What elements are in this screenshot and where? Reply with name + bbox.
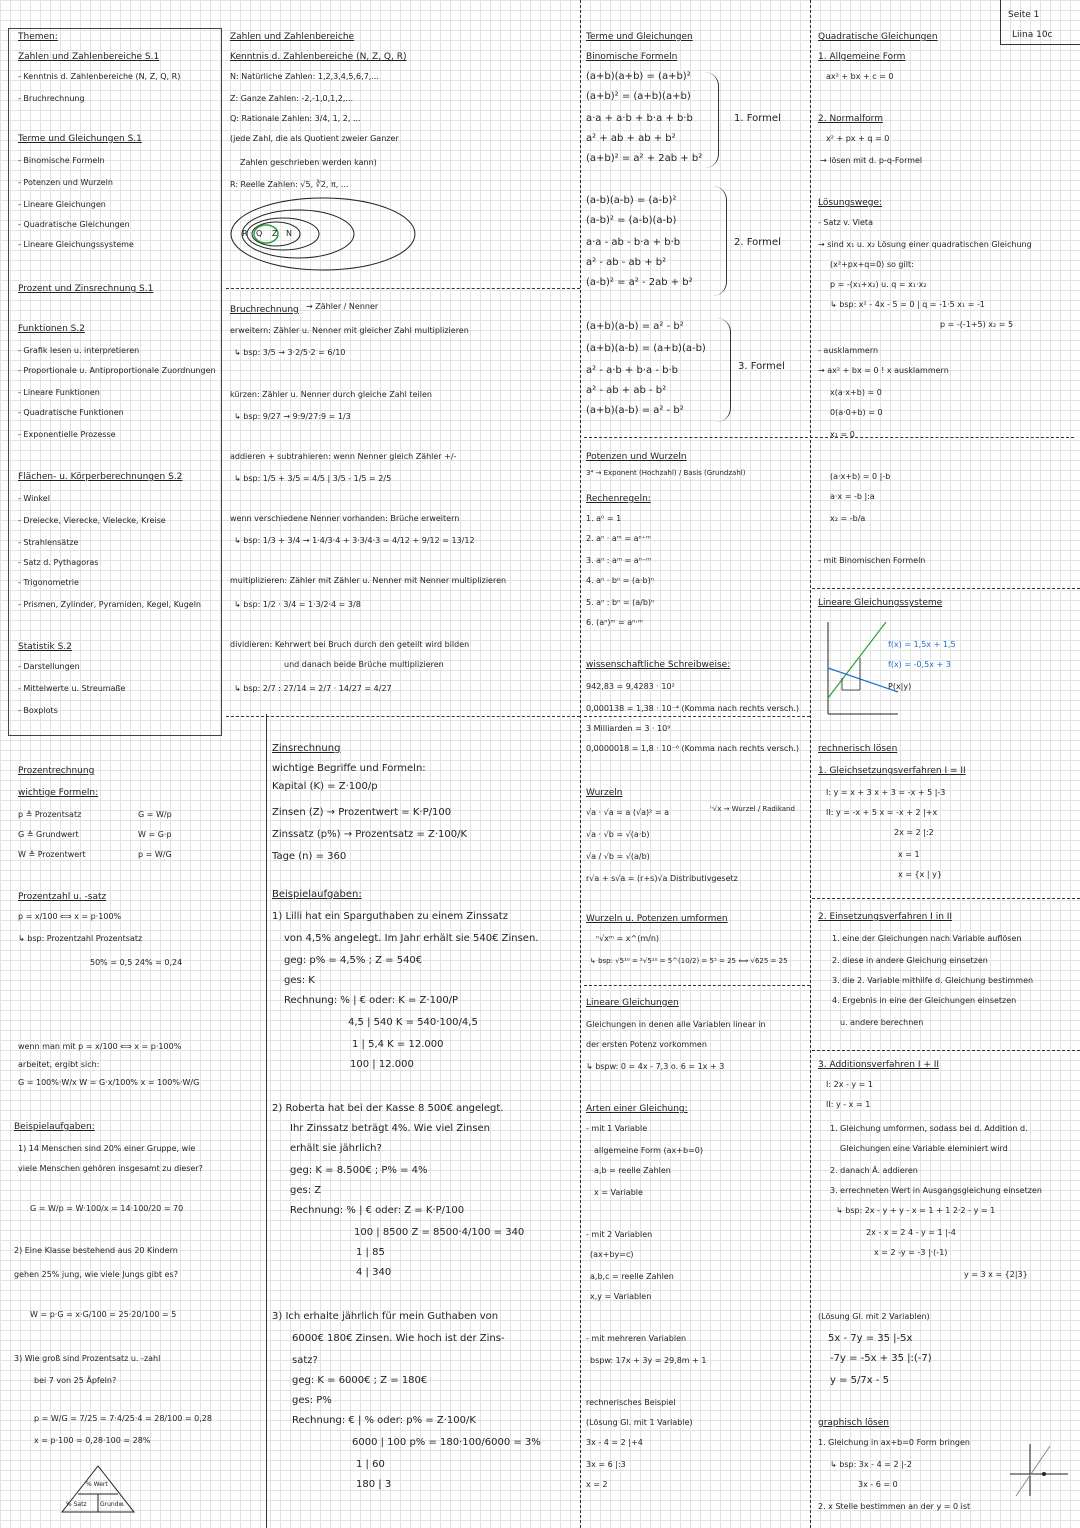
themes-heading: Terme und Gleichungen S.1	[18, 134, 142, 144]
lgs-line: Gleichungen eine Variable eleminiert wird	[840, 1144, 1008, 1153]
formula-line: (a-b)(a-b) = (a-b)²	[586, 195, 677, 206]
formula-label: 2. Formel	[734, 237, 781, 248]
quad-line: (a·x+b) = 0 |-b	[830, 472, 891, 481]
small-graph	[1006, 1440, 1072, 1500]
quad-line: → lösen mit d. p-q-Formel	[820, 156, 923, 165]
zins-example: geg: K = 8.500€ ; P% = 4%	[290, 1165, 428, 1176]
pot-note: 3⁴ → Exponent (Hochzahl) / Basis (Grundzahl)	[586, 469, 746, 477]
triangle-right: Grundw.	[100, 1501, 125, 1508]
quad-line: ax² + bx + c = 0	[826, 72, 894, 81]
themes-heading: Statistik S.2	[18, 642, 72, 652]
formula-line: a² - a·b + b·a - b·b	[586, 365, 678, 376]
divider	[812, 588, 1080, 589]
wurzel-line: √a · √b = √(a·b)	[586, 830, 650, 839]
zins-example: 6000 | 100 p% = 180·100/6000 = 3%	[352, 1437, 541, 1448]
lgs-line: 2. Einsetzungsverfahren I in II	[818, 912, 953, 922]
divider	[584, 437, 1074, 438]
zahlen-line: (jede Zahl, die als Quotient zweier Ganzer	[230, 134, 399, 143]
formula-line: (a+b)(a-b) = a² - b²	[586, 405, 684, 416]
prozent-example: p = W/G = 7/25 = 7·4/25·4 = 28/100 = 0,28	[34, 1414, 212, 1423]
set-label: R	[242, 229, 248, 238]
divider	[810, 0, 811, 1528]
quad-line: - ausklammern	[818, 346, 879, 355]
themes-item: - Dreiecke, Vierecke, Vielecke, Kreise	[18, 516, 166, 525]
set-label: N	[286, 229, 292, 238]
themes-heading: Funktionen S.2	[18, 324, 85, 334]
themes-item: - Bruchrechnung	[18, 94, 85, 103]
lgs-line: (Lösung Gl. mit 2 Variablen)	[818, 1312, 930, 1321]
themes-item: - Binomische Formeln	[18, 156, 105, 165]
lgs-line: 1. Gleichsetzungsverfahren I = II	[818, 766, 966, 776]
lgs-line: 2. diese in andere Gleichung einsetzen	[832, 956, 988, 965]
lgs-line: 1. Gleichung umformen, sodass bei d. Addition d.	[830, 1124, 1028, 1133]
prozent-line: arbeitet, ergibt sich:	[18, 1060, 100, 1069]
zins-example: Ihr Zinssatz beträgt 4%. Wie viel Zinsen	[290, 1123, 491, 1134]
prozent-title: Prozentrechnung	[18, 766, 95, 776]
prozent-example: 2) Eine Klasse bestehend aus 20 Kindern	[14, 1246, 178, 1255]
lgs-line: II: y = -x + 5 x = -x + 2 |+x	[826, 808, 938, 817]
arten-line: (ax+by=c)	[590, 1250, 634, 1259]
quad-line: 2. Normalform	[818, 114, 883, 124]
prozent-formula: p = W/G	[138, 850, 172, 859]
arten-line: bspw: 17x + 3y = 29,8m + 1	[590, 1356, 707, 1365]
divider	[584, 716, 810, 717]
sci-title: wissenschaftliche Schreibweise:	[586, 660, 731, 670]
formula-line: a² + ab + ab + b²	[586, 133, 676, 144]
divider	[580, 0, 581, 1528]
zahlen-line: N: Natürliche Zahlen: 1,2,3,4,5,6,7,...	[230, 72, 379, 81]
themes-item: - Potenzen und Wurzeln	[18, 178, 113, 187]
beispiel-title: rechnerisches Beispiel	[586, 1398, 676, 1407]
divider	[812, 1050, 1080, 1051]
zins-title: Zinsrechnung	[272, 743, 341, 754]
prozent-def: W ≙ Prozentwert	[18, 850, 86, 859]
themes-item: - Lineare Gleichungen	[18, 200, 106, 209]
zins-example: ges: Z	[290, 1185, 322, 1196]
wurzel-line: √a · √a = a (√a)² = a	[586, 808, 670, 817]
beispiel-line: x = 2	[586, 1480, 608, 1489]
themes-item: - Quadratische Funktionen	[18, 408, 124, 417]
prozent-example: gehen 25% jung, wie viele Jungs gibt es?	[14, 1270, 178, 1279]
zins-example: 4 | 340	[356, 1267, 392, 1278]
prozent-line: wenn man mit p = x/100 ⟺ x = p·100%	[18, 1042, 182, 1051]
author-label: Liina 10c	[1012, 30, 1053, 40]
beispiel-line: (Lösung Gl. mit 1 Variable)	[586, 1418, 693, 1427]
lgs-line: 1. Gleichung in ax+b=0 Form bringen	[818, 1438, 970, 1447]
bruch-line: ↳ bsp: 3/5 → 3·2/5·2 = 6/10	[234, 348, 346, 357]
lgs-line: 3. die 2. Variable mithilfe d. Gleichung bestimmen	[832, 976, 1034, 985]
divider	[266, 714, 267, 1528]
divider	[226, 716, 580, 717]
wurzel-title: Wurzeln	[586, 788, 623, 798]
zins-example: von 4,5% angelegt. Im Jahr erhält sie 540€ Zinsen.	[284, 933, 539, 944]
zins-example: ges: P%	[292, 1395, 332, 1406]
quad-line: ↳ bsp: x² - 4x - 5 = 0 | q = -1·5 x₁ = -1	[830, 300, 985, 309]
themes-item: - Darstellungen	[18, 662, 80, 671]
lin-line: der ersten Potenz vorkommen	[586, 1040, 707, 1049]
zahlen-title: Zahlen und Zahlenbereiche	[230, 32, 355, 42]
lgs-line: x = 2 -y = -3 |·(-1)	[874, 1248, 948, 1257]
terme-title: Terme und Gleichungen	[586, 32, 693, 42]
formula-line: (a-b)² = a² - 2ab + b²	[586, 277, 693, 288]
lgs-line: x = 1	[898, 850, 920, 859]
quad-line: - mit Binomischen Formeln	[818, 556, 926, 565]
bruch-note: → Zähler / Nenner	[306, 302, 379, 311]
sci-line: 942,83 = 9,4283 · 10²	[586, 682, 675, 691]
themes-item: - Lineare Gleichungssysteme	[18, 240, 134, 249]
themes-item: - Winkel	[18, 494, 50, 503]
formula-label: 1. Formel	[734, 113, 781, 124]
arten-line: allgemeine Form (ax+b=0)	[594, 1146, 703, 1155]
quad-line: x₁ = 0	[830, 430, 855, 439]
arten-line: - mit mehreren Variablen	[586, 1334, 687, 1343]
arten-line: x,y = Variablen	[590, 1292, 652, 1301]
header-box	[1000, 0, 1080, 45]
prozent-line: ↳ bsp: Prozentzahl Prozentsatz	[18, 934, 143, 943]
rule: 5. aⁿ : bⁿ = (a/b)ⁿ	[586, 598, 655, 607]
zins-example: geg: p% = 4,5% ; Z = 540€	[284, 955, 423, 966]
zins-example: 3) Ich erhalte jährlich für mein Guthaben von	[272, 1311, 499, 1322]
wurzel-line: √a / √b = √(a/b)	[586, 852, 650, 861]
zins-example: Rechnung: % | € oder: Z = K·P/100	[290, 1205, 465, 1216]
quad-line: p = -(x₁+x₂) u. q = x₁·x₂	[830, 280, 927, 289]
lgs-line: rechnerisch lösen	[818, 744, 898, 754]
formula-line: a² - ab + ab - b²	[586, 385, 667, 396]
quad-line: x(a·x+b) = 0	[830, 388, 882, 397]
quad-title: Quadratische Gleichungen	[818, 32, 938, 42]
bruch-line: wenn verschiedene Nenner vorhanden: Brüche erweitern	[230, 514, 460, 523]
themes-item: - Mittelwerte u. Streumaße	[18, 684, 126, 693]
brace	[700, 72, 719, 168]
lgs-line: -7y = -5x + 35 |:(-7)	[830, 1353, 932, 1364]
themes-item: - Strahlensätze	[18, 538, 79, 547]
quad-line: x² + px + q = 0	[826, 134, 890, 143]
umformen-line: ↳ bsp: √5¹⁰ = ²√5¹⁰ = 5^(10/2) = 5⁵ = 25 ⟺ √625 = 25	[590, 957, 788, 965]
themes-item: - Satz d. Pythagoras	[18, 558, 99, 567]
quad-line: 1. Allgemeine Form	[818, 52, 906, 62]
zahlen-line: Z: Ganze Zahlen: -2,-1,0,1,2,...	[230, 94, 354, 103]
prozent-example: viele Menschen gehören insgesamt zu dieser?	[18, 1164, 203, 1173]
lgs-line: x = {x | y}	[898, 870, 942, 879]
wurzel-note: ⁿ√x → Wurzel / Radikand	[710, 805, 795, 813]
quad-line: - Satz v. Vieta	[818, 218, 873, 227]
quad-line: x₂ = -b/a	[830, 514, 866, 523]
themes-item: - Grafik lesen u. interpretieren	[18, 346, 140, 355]
zins-example: 100 | 12.000	[350, 1059, 414, 1070]
lgs-line: 3. Additionsverfahren I + II	[818, 1060, 940, 1070]
bruch-line: ↳ bsp: 9/27 → 9:9/27:9 = 1/3	[234, 412, 351, 421]
zins-line: Zinsen (Z) → Prozentwert = K·P/100	[272, 807, 452, 818]
themes-item: - Prismen, Zylinder, Pyramiden, Kegel, Kugeln	[18, 600, 201, 609]
zins-example: 1 | 5,4 K = 12.000	[352, 1039, 444, 1050]
formula-line: (a+b)(a+b) = (a+b)²	[586, 71, 691, 82]
lgs-line: II: y - x = 1	[826, 1100, 871, 1109]
prozent-example: G = W/p = W·100/x = 14·100/20 = 70	[30, 1204, 184, 1213]
zins-line: wichtige Begriffe und Formeln:	[272, 763, 426, 774]
themes-item: - Boxplots	[18, 706, 58, 715]
zins-example: 1 | 60	[356, 1459, 385, 1470]
themes-item: - Kenntnis d. Zahlenbereiche (N, Z, Q, R)	[18, 72, 181, 81]
beispiel-line: 3x - 4 = 2 |+4	[586, 1438, 643, 1447]
zins-example: geg: K = 6000€ ; Z = 180€	[292, 1375, 428, 1386]
arten-line: x = Variable	[594, 1188, 643, 1197]
themes-item: - Exponentielle Prozesse	[18, 430, 116, 439]
themes-item: - Lineare Funktionen	[18, 388, 100, 397]
lgs-line: y = 3 x = {2|3}	[964, 1270, 1028, 1279]
umformen-line: ⁿ√xᵐ = x^(m/n)	[596, 934, 660, 943]
pot-title: Potenzen und Wurzeln	[586, 452, 687, 462]
formula-line: (a+b)(a-b) = a² - b²	[586, 321, 684, 332]
graph-label: P(x|y)	[888, 682, 912, 691]
quad-line: (x²+px+q=0) so gilt:	[830, 260, 914, 269]
prozent-line: Prozentzahl u. -satz	[18, 892, 107, 902]
lin-line: ↳ bspw: 0 = 4x - 7,3 o. 6 = 1x + 3	[586, 1062, 725, 1071]
bruch-title: Bruchrechnung	[230, 305, 299, 315]
zahlen-line: Zahlen geschrieben werden kann)	[240, 158, 377, 167]
quad-line: → ax² + bx = 0 ! x ausklammern	[818, 366, 949, 375]
graph-label: f(x) = -0,5x + 3	[888, 660, 951, 669]
bruch-line: kürzen: Zähler u. Nenner durch gleiche Zahl teilen	[230, 390, 432, 399]
lgs-line: 3. errechneten Wert in Ausgangsgleichung einsetzen	[830, 1186, 1042, 1195]
lgs-line: ↳ bsp: 3x - 4 = 2 |-2	[830, 1460, 912, 1469]
bruch-line: dividieren: Kehrwert bei Bruch durch den geteilt wird bilden	[230, 640, 470, 649]
quad-line: → sind x₁ u. x₂ Lösung einer quadratischen Gleichung	[818, 240, 1032, 249]
rule: 3. aⁿ : aᵐ = aⁿ⁻ᵐ	[586, 556, 652, 565]
beispiel-line: 3x = 6 |:3	[586, 1460, 626, 1469]
lgs-line: 5x - 7y = 35 |-5x	[828, 1333, 913, 1344]
prozent-line: p = x/100 ⟺ x = p·100%	[18, 912, 122, 921]
divider	[584, 985, 810, 986]
triangle-top: % Wert	[86, 1481, 108, 1488]
bruch-line: und danach beide Brüche multiplizieren	[284, 660, 444, 669]
brace	[708, 186, 727, 296]
wurzel-line: r√a + s√a = (r+s)√a Distributivgesetz	[586, 874, 738, 883]
zahlen-line: R: Reelle Zahlen: √5, ∛2, π, ...	[230, 180, 349, 189]
umformen-title: Wurzeln u. Potenzen umformen	[586, 914, 728, 924]
zins-example: ges: K	[284, 975, 315, 986]
set-label: Z	[272, 229, 278, 238]
prozent-example: W = p·G = x·G/100 = 25·20/100 = 5	[30, 1310, 177, 1319]
themes-heading: Flächen- u. Körperberechnungen S.2	[18, 472, 183, 482]
sci-line: 0,0000018 = 1,8 · 10⁻⁶ (Komma nach rechts versch.)	[586, 744, 800, 753]
rule: 2. aⁿ · aᵐ = aⁿ⁺ᵐ	[586, 534, 651, 543]
zins-example: 4,5 | 540 K = 540·100/4,5	[348, 1017, 478, 1028]
lgs-line: 3x - 6 = 0	[858, 1480, 898, 1489]
lin-title: Lineare Gleichungen	[586, 998, 679, 1008]
lgs-line: y = 5/7x - 5	[830, 1375, 889, 1386]
prozent-def: G ≙ Grundwert	[18, 830, 79, 839]
prozent-def: p ≙ Prozentsatz	[18, 810, 82, 819]
quad-line: 0(a·0+b) = 0	[830, 408, 883, 417]
lgs-line: u. andere berechnen	[840, 1018, 924, 1027]
quad-line: a·x = -b |:a	[830, 492, 875, 501]
zins-examples-title: Beispielaufgaben:	[272, 889, 362, 900]
lgs-title: Lineare Gleichungssysteme	[818, 598, 943, 608]
arten-line: - mit 2 Variablen	[586, 1230, 653, 1239]
bruch-line: erweitern: Zähler u. Nenner mit gleicher Zahl multiplizieren	[230, 326, 469, 335]
zins-line: Zinssatz (p%) → Prozentsatz = Z·100/K	[272, 829, 468, 840]
zins-example: 1) Lilli hat ein Sparguthaben zu einem Zinssatz	[272, 911, 508, 922]
graph-label: f(x) = 1,5x + 1,5	[888, 640, 956, 649]
bruch-line: ↳ bsp: 2/7 : 27/14 = 2/7 · 14/27 = 4/27	[234, 684, 392, 693]
prozent-line: G = 100%·W/x W = G·x/100% x = 100%·W/G	[18, 1078, 200, 1087]
zins-example: erhält sie jährlich?	[290, 1143, 382, 1154]
formula-line: (a+b)² = (a+b)(a+b)	[586, 91, 691, 102]
prozent-example: bei 7 von 25 Äpfeln?	[34, 1376, 117, 1385]
bruch-line: ↳ bsp: 1/3 + 3/4 → 1·4/3·4 + 3·3/4·3 = 4/12 + 9/12 = 13/12	[234, 536, 475, 545]
rule: 1. a⁰ = 1	[586, 514, 622, 523]
lgs-line: 2. danach Ä. addieren	[830, 1166, 918, 1175]
formula-label: 3. Formel	[738, 361, 785, 372]
zins-example: 100 | 8500 Z = 8500·4/100 = 340	[354, 1227, 525, 1238]
lgs-line: 1. eine der Gleichungen nach Variable auflösen	[832, 934, 1022, 943]
formula-line: (a-b)² = (a-b)(a-b)	[586, 215, 677, 226]
zahlen-line: Q: Rationale Zahlen: 3/4, 1, 2, ...	[230, 114, 361, 123]
zins-example: 2) Roberta hat bei der Kasse 8 500€ angelegt.	[272, 1103, 504, 1114]
lin-line: Gleichungen in denen alle Variablen linear in	[586, 1020, 766, 1029]
brace	[712, 318, 731, 422]
rule: 4. aⁿ · bⁿ = (a·b)ⁿ	[586, 576, 654, 585]
formula-line: (a+b)² = a² + 2ab + b²	[586, 153, 703, 164]
page-number: Seite 1	[1008, 10, 1040, 20]
arten-line: - mit 1 Variable	[586, 1124, 648, 1133]
sci-line: 0,000138 = 1,38 · 10⁻⁴ (Komma nach rechts versch.)	[586, 704, 800, 713]
zins-example: Rechnung: % | € oder: K = Z·100/P	[284, 995, 459, 1006]
lgs-line: 2x - x = 2 4 - y = 1 |-4	[866, 1228, 956, 1237]
lgs-line: I: 2x - y = 1	[826, 1080, 874, 1089]
bruch-line: addieren + subtrahieren: wenn Nenner gleich Zähler +/-	[230, 452, 457, 461]
rules-title: Rechenregeln:	[586, 494, 651, 504]
prozent-example: 1) 14 Menschen sind 20% einer Gruppe, wie	[18, 1144, 196, 1153]
divider	[812, 898, 1080, 899]
themes-heading: Zahlen und Zahlenbereiche S.1	[18, 52, 160, 62]
themes-item: - Proportionale u. Antiproportionale Zuordnungen	[18, 366, 216, 375]
arten-title: Arten einer Gleichung:	[586, 1104, 688, 1114]
prozent-formula: G = W/p	[138, 810, 172, 819]
divider	[226, 288, 580, 289]
lgs-line: 4. Ergebnis in eine der Gleichungen einsetzen	[832, 996, 1017, 1005]
quad-line: Lösungswege:	[818, 198, 883, 208]
quad-line: p = -(-1+5) x₂ = 5	[940, 320, 1014, 329]
prozent-example: 3) Wie groß sind Prozentsatz u. -zahl	[14, 1354, 161, 1363]
formula-line: a·a + a·b + b·a + b·b	[586, 113, 693, 124]
arten-line: a,b,c = reelle Zahlen	[590, 1272, 674, 1281]
zahlen-subtitle: Kenntnis d. Zahlenbereiche (N, Z, Q, R)	[230, 52, 407, 62]
zins-line: Tage (n) = 360	[272, 851, 347, 862]
prozent-examples-title: Beispielaufgaben:	[14, 1122, 95, 1132]
prozent-line: 50% = 0,5 24% = 0,24	[90, 958, 183, 967]
prozent-formulas-title: wichtige Formeln:	[18, 788, 99, 798]
lgs-line: graphisch lösen	[818, 1418, 889, 1428]
lgs-line: ↳ bsp: 2x - y + y - x = 1 + 1 2·2 - y = 1	[836, 1206, 996, 1215]
themes-item: - Quadratische Gleichungen	[18, 220, 130, 229]
zins-line: Kapital (K) = Z·100/p	[272, 781, 378, 792]
formula-line: a² - ab - ab + b²	[586, 257, 667, 268]
sci-line: 3 Milliarden = 3 · 10⁹	[586, 724, 671, 733]
formula-line: (a+b)(a-b) = (a+b)(a-b)	[586, 343, 706, 354]
bruch-line: multiplizieren: Zähler mit Zähler u. Nenner mit Nenner multiplizieren	[230, 576, 507, 585]
rule: 6. (aⁿ)ᵐ = aⁿ·ᵐ	[586, 618, 643, 627]
bruch-line: ↳ bsp: 1/5 + 3/5 = 4/5 | 3/5 - 1/5 = 2/5	[234, 474, 392, 483]
formula-line: a·a - ab - b·a + b·b	[586, 237, 681, 248]
zins-example: Rechnung: € | % oder: p% = Z·100/K	[292, 1415, 476, 1426]
binom-title: Binomische Formeln	[586, 52, 678, 62]
bruch-line: ↳ bsp: 1/2 · 3/4 = 1·3/2·4 = 3/8	[234, 600, 361, 609]
lgs-line: I: y = x + 3 x + 3 = -x + 5 |-3	[826, 788, 946, 797]
themes-title: Themen:	[18, 32, 58, 42]
zins-example: 6000€ 180€ Zinsen. Wie hoch ist der Zins-	[292, 1333, 505, 1344]
prozent-example: x = p·100 = 0,28·100 = 28%	[34, 1436, 151, 1445]
arten-line: a,b = reelle Zahlen	[594, 1166, 671, 1175]
zins-example: satz?	[292, 1355, 318, 1366]
zins-example: 180 | 3	[356, 1479, 392, 1490]
themes-item: - Trigonometrie	[18, 578, 79, 587]
set-label: Q	[256, 229, 263, 238]
lgs-line: 2. x Stelle bestimmen an der y = 0 ist	[818, 1502, 971, 1511]
triangle-left: % Satz	[66, 1501, 87, 1508]
lgs-line: 2x = 2 |:2	[894, 828, 934, 837]
prozent-formula: W = G·p	[138, 830, 172, 839]
zins-example: 1 | 85	[356, 1247, 385, 1258]
themes-heading: Prozent und Zinsrechnung S.1	[18, 284, 154, 294]
